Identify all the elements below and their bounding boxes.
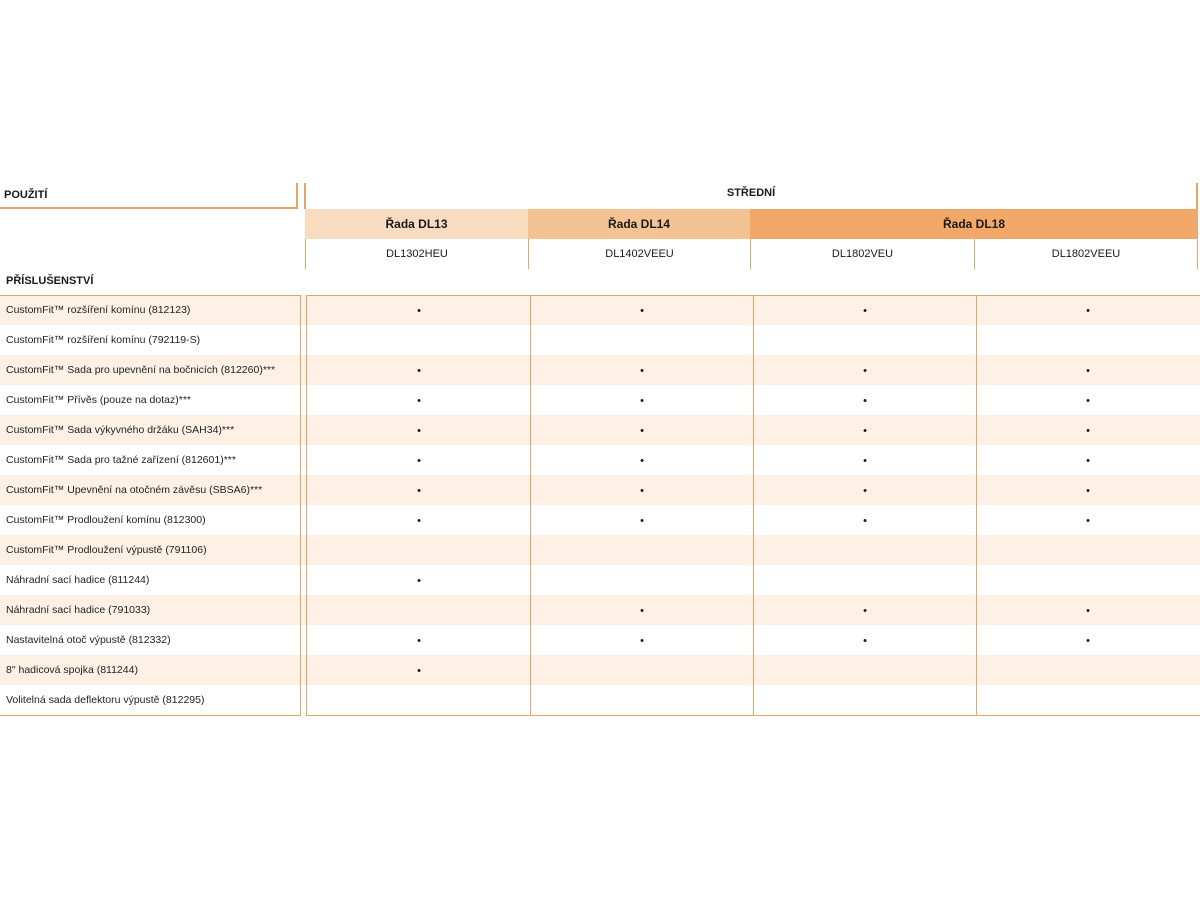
usage-header: POUŽITÍ (0, 183, 298, 209)
availability-mark (977, 655, 1199, 685)
table-row (0, 595, 1200, 625)
availability-mark: • (417, 425, 421, 437)
availability-mark: • (863, 365, 867, 377)
availability-mark (977, 685, 1199, 715)
availability-mark: • (1086, 395, 1090, 407)
accessory-label: CustomFit™ Prodloužení komínu (812300) (6, 514, 206, 526)
availability-mark: • (1086, 365, 1090, 377)
availability-mark: • (417, 665, 421, 677)
availability-mark: • (1086, 605, 1090, 617)
table-row (0, 625, 1200, 655)
accessory-label: CustomFit™ Upevnění na otočném závěsu (SBSA6)*** (6, 484, 263, 496)
availability-mark: • (417, 575, 421, 587)
availability-mark (977, 535, 1199, 565)
availability-mark (531, 685, 753, 715)
column-border-3 (976, 295, 977, 716)
column-border-2 (753, 295, 754, 716)
table-row (0, 565, 1200, 595)
accessory-label: CustomFit™ rozšíření komínu (792119-S) (6, 334, 201, 346)
availability-mark (308, 595, 530, 625)
availability-mark: • (863, 635, 867, 647)
availability-mark: • (863, 485, 867, 497)
availability-mark: • (417, 485, 421, 497)
table-row (0, 385, 1200, 415)
availability-mark (531, 325, 753, 355)
column-border-0 (306, 295, 307, 716)
availability-mark: • (640, 305, 644, 317)
availability-mark: • (640, 515, 644, 527)
availability-mark: • (640, 635, 644, 647)
model-dl1802veu: DL1802VEU (750, 239, 974, 269)
availability-mark: • (417, 635, 421, 647)
accessory-label: CustomFit™ rozšíření komínu (812123) (6, 304, 191, 316)
availability-mark (531, 565, 753, 595)
accessory-label: Nastavitelná otoč výpustě (812332) (6, 634, 171, 646)
availability-mark: • (417, 305, 421, 317)
table-row (0, 475, 1200, 505)
availability-mark: • (417, 395, 421, 407)
accessory-label: CustomFit™ Prodloužení výpustě (791106) (6, 544, 207, 556)
series-dl14-header: Řada DL14 (528, 209, 750, 239)
column-border-1 (530, 295, 531, 716)
availability-mark: • (417, 515, 421, 527)
availability-mark: • (1086, 455, 1090, 467)
series-dl13-header: Řada DL13 (305, 209, 528, 239)
table-top-border-left (0, 295, 301, 296)
availability-mark: • (863, 515, 867, 527)
category-header: STŘEDNÍ (304, 183, 1198, 209)
availability-mark (308, 325, 530, 355)
accessory-label: Náhradní sací hadice (811244) (6, 574, 150, 586)
availability-mark: • (1086, 425, 1090, 437)
availability-mark: • (417, 455, 421, 467)
accessory-label: CustomFit™ Sada výkyvného držáku (SAH34)*** (6, 424, 235, 436)
availability-mark: • (863, 605, 867, 617)
accessory-label: 8" hadicová spojka (811244) (6, 664, 138, 676)
availability-mark: • (863, 305, 867, 317)
availability-mark (977, 565, 1199, 595)
table-row (0, 505, 1200, 535)
table-row (0, 415, 1200, 445)
model-dl1402veeu: DL1402VEEU (528, 239, 750, 269)
table-bottom-border-left (0, 715, 301, 716)
availability-mark: • (640, 605, 644, 617)
table-row (0, 685, 1200, 715)
availability-mark (531, 535, 753, 565)
availability-mark: • (863, 425, 867, 437)
table-row (0, 355, 1200, 385)
accessory-label: CustomFit™ Sada pro tažné zařízení (812601)*** (6, 454, 236, 466)
availability-mark: • (417, 365, 421, 377)
availability-mark: • (640, 395, 644, 407)
availability-mark: • (1086, 485, 1090, 497)
availability-mark: • (863, 455, 867, 467)
accessory-label: CustomFit™ Přívěs (pouze na dotaz)*** (6, 394, 191, 406)
availability-mark: • (640, 425, 644, 437)
availability-mark (308, 685, 530, 715)
availability-mark (531, 655, 753, 685)
accessory-label: CustomFit™ Sada pro upevnění na bočnicích (812260)*** (6, 364, 276, 376)
accessories-table (0, 295, 1200, 715)
table-row (0, 655, 1200, 685)
availability-mark: • (640, 455, 644, 467)
availability-mark: • (1086, 515, 1090, 527)
availability-mark (754, 535, 976, 565)
accessories-heading: PŘÍSLUŠENSTVÍ (6, 275, 94, 287)
accessory-label: Náhradní sací hadice (791033) (6, 604, 151, 616)
availability-mark: • (1086, 305, 1090, 317)
series-dl18-header: Řada DL18 (750, 209, 1198, 239)
availability-mark: • (640, 485, 644, 497)
table-row (0, 445, 1200, 475)
table-row (0, 295, 1200, 325)
availability-mark (977, 325, 1199, 355)
model-dl1302heu: DL1302HEU (305, 239, 528, 269)
availability-mark: • (863, 395, 867, 407)
availability-mark (754, 685, 976, 715)
availability-mark (754, 565, 976, 595)
availability-mark (754, 325, 976, 355)
label-column-border (300, 295, 301, 716)
availability-mark (308, 535, 530, 565)
table-row (0, 535, 1200, 565)
model-dl1802veeu: DL1802VEEU (974, 239, 1198, 269)
availability-mark (754, 655, 976, 685)
availability-mark: • (640, 365, 644, 377)
availability-mark: • (1086, 635, 1090, 647)
table-row (0, 325, 1200, 355)
accessory-label: Volitelná sada deflektoru výpustě (812295) (6, 694, 205, 706)
